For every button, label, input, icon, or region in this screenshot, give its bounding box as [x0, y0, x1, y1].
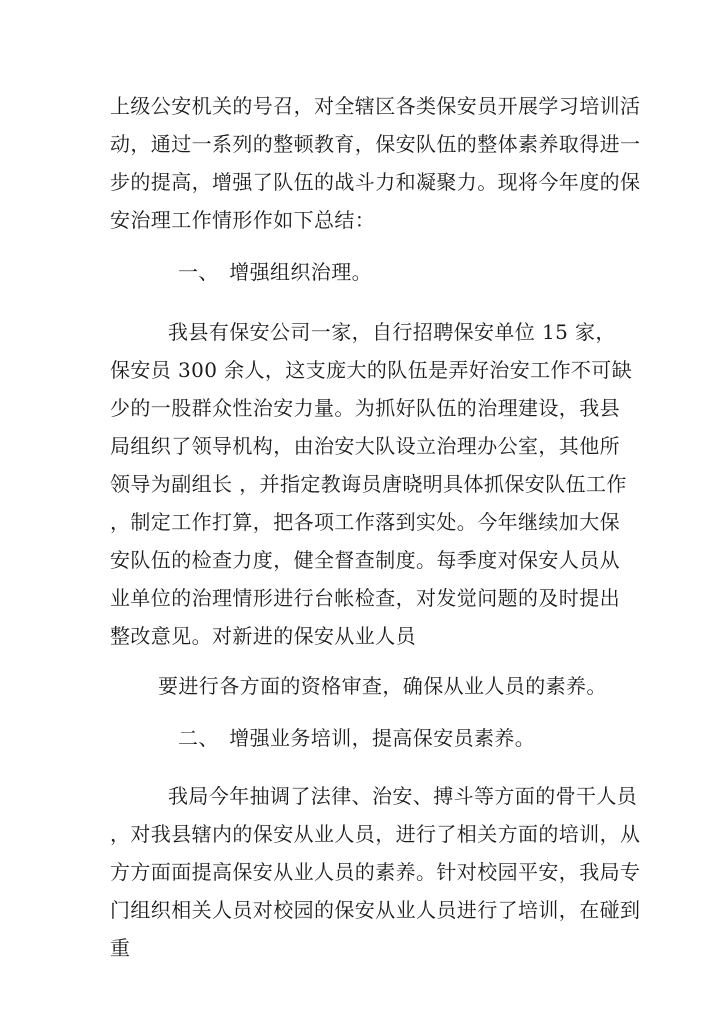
section-heading-1: 一、 增强组织治理。 [178, 260, 372, 284]
paragraph-2-line-1: 我县有保安公司一家，自行招聘保安单位 15 家， [168, 320, 616, 344]
paragraph-4-line-5: 重 [110, 936, 131, 960]
paragraph-4-line-2: ，对我县辖内的保安从业人员，进行了相关方面的培训，从 [110, 822, 641, 846]
paragraph-1-line-2: 动，通过一系列的整顿教育，保安队伍的整体素养取得进一 [110, 132, 641, 156]
paragraph-1-line-3: 步的提高，增强了队伍的战斗力和凝聚力。现将今年度的保 [110, 170, 641, 194]
paragraph-2-line-8: 业单位的治理情形进行台帐检查，对发觉问题的及时提出 [110, 586, 620, 610]
paragraph-2-line-7: 安队伍的检查力度，健全督查制度。每季度对保安人员从 [110, 548, 620, 572]
paragraph-2-line-6: ，制定工作打算，把各项工作落到实处。今年继续加大保 [110, 510, 620, 534]
paragraph-4-line-1: 我局今年抽调了法律、治安、搏斗等方面的骨干人员 [168, 784, 638, 808]
section-heading-2: 二、 增强业务培训，提高保安员素养。 [178, 726, 536, 750]
paragraph-4-line-4: 门组织相关人员对校园的保安从业人员进行了培训，在碰到 [110, 898, 641, 922]
paragraph-2-line-4: 局组织了领导机构，由治安大队设立治理办公室，其他所 [110, 434, 620, 458]
paragraph-1-line-4: 安治理工作情形作如下总结： [110, 208, 376, 232]
paragraph-3-line-1: 要进行各方面的资格审查，确保从业人员的素养。 [158, 674, 607, 698]
paragraph-4-line-3: 方方面面提高保安从业人员的素养。针对校园平安，我局专 [110, 860, 641, 884]
paragraph-2-line-5: 领导为副组长 ，并指定教诲员唐晓明具体抓保安队伍工作 [110, 472, 627, 496]
paragraph-2-line-2: 保安员 300 余人，这支庞大的队伍是弄好治安工作不可缺 [110, 358, 633, 382]
paragraph-2-line-3: 少的一股群众性治安力量。为抓好队伍的治理建设，我县 [110, 396, 620, 420]
paragraph-1-line-1: 上级公安机关的号召，对全辖区各类保安员开展学习培训活 [110, 94, 641, 118]
paragraph-2-line-9: 整改意见。对新进的保安从业人员 [110, 624, 416, 648]
